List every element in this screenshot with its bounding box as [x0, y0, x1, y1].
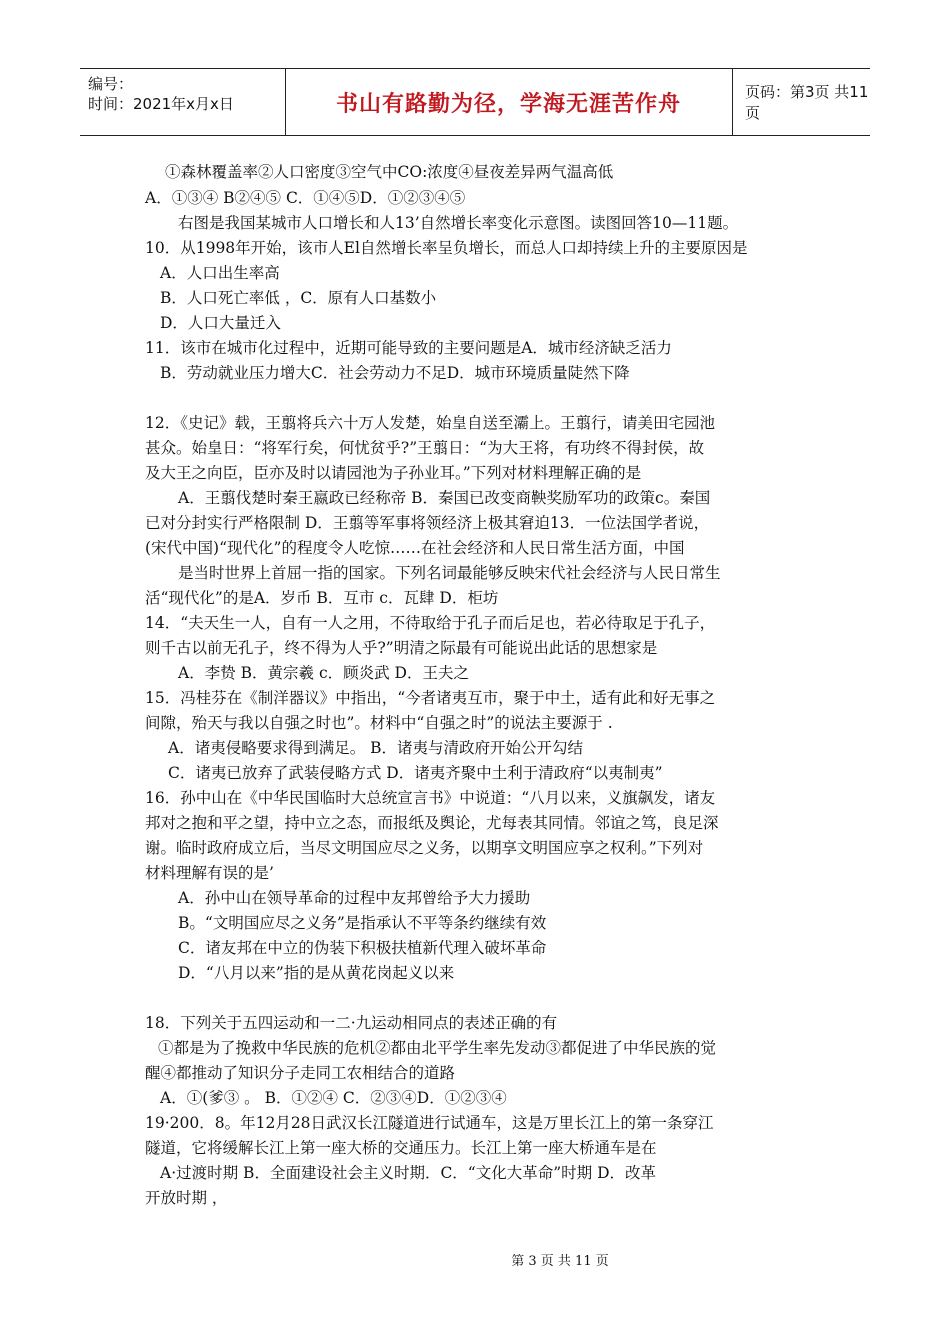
text-line: 活“现代化”的是A．岁币 B．互市 c．瓦肆 D．柜坊: [145, 589, 499, 607]
text-line: A．孙中山在领导革命的过程中友邦曾给予大力援助: [178, 889, 531, 907]
text-line: D．人口大量迁入: [160, 314, 281, 332]
header-info-cell: [80, 69, 286, 135]
text-line: 材料理解有误的是’: [145, 864, 274, 882]
text-line: 19·200．8。年12月28日武汉长江隧道进行试通车，这是万里长江上的第一条穿江: [145, 1114, 714, 1132]
motto-text: 书山有路勤为径，学海无涯苦作舟: [285, 69, 733, 135]
text-line: 醒④都推动了知识分子走同工农相结合的道路: [145, 1064, 456, 1082]
text-line: ①森林覆盖率②人口密度③空气中CO:浓度④昼夜差异两气温高低: [165, 163, 614, 181]
text-line: 18．下列关于五四运动和一二·九运动相同点的表述正确的有: [145, 1014, 558, 1032]
page-footer: 第 3 页 共 11 页: [511, 1254, 609, 1269]
text-line: B．人口死亡率低 ，C．原有人口基数小: [160, 289, 437, 307]
text-line: 16．孙中山在《中华民国临时大总统宣言书》中说道：“八月以来，义旗飙发，诸友: [145, 789, 716, 807]
text-line: 15．冯桂芬在《制洋器议》中指出，“今者诸夷互市，聚于中土，适有此和好无事之: [145, 689, 716, 707]
text-line: 10．从1998年开始，该市人El自然增长率呈负增长，而总人口却持续上升的主要原因是: [145, 239, 748, 257]
text-line: 12．《史记》载，王翦将兵六十万人发楚，始皇自送至灞上。王翦行，请美田宅园池: [145, 414, 715, 432]
text-line: 已对分封实行严格限制 D．王翦等军事将领经济上极其窘迫13．一位法国学者说，: [145, 514, 710, 532]
text-line: 11．该市在城市化过程中，近期可能导致的主要问题是A．城市经济缺乏活力: [145, 339, 672, 357]
text-line: 则千古以前无孔子，终不得为人乎?”明清之际最有可能说出此话的思想家是: [145, 639, 658, 657]
text-line: 及大王之向臣，臣亦及时以请园池为子孙业耳。”下列对材料理解正确的是: [145, 464, 642, 482]
text-line: 间隙，殆天与我以自强之时也”。材料中“自强之时”的说法主要源于 .: [145, 714, 613, 732]
text-line: C．诸夷已放弃了武装侵略方式 D．诸夷齐聚中土利于清政府“以夷制夷”: [168, 764, 663, 782]
text-line: D．“八月以来”指的是从黄花岗起义以来: [178, 964, 455, 982]
text-line: 邦对之抱和平之望，持中立之态，而报纸及舆论，尤每表其同情。邻谊之笃，良足深: [145, 814, 719, 832]
page-info: 页码：第3页 共11页: [745, 83, 869, 122]
text-line: 开放时期 ，: [145, 1189, 228, 1207]
text-line: 隧道，它将缓解长江上第一座大桥的交通压力。长江上第一座大桥通车是在: [145, 1139, 657, 1157]
text-line: B。“文明国应尽之义务”是指承认不平等条约继续有效: [178, 914, 547, 932]
text-line: C．诸友邦在中立的伪装下积极扶植新代理入破坏革命: [178, 939, 547, 957]
time-label: 时间：2021年x月x日: [88, 95, 234, 113]
text-line: A．李贽 B．黄宗羲 c．顾炎武 D．王夫之: [178, 664, 469, 682]
text-line: 14．“夫天生一人，自有一人之用，不待取给于孔子而后足也，若必待取足于孔子，: [145, 614, 716, 632]
text-line: A·过渡时期 B．全面建设社会主义时期．C．“文化大革命”时期 D．改革: [160, 1164, 657, 1182]
text-line: ①都是为了挽救中华民族的危机②都由北平学生率先发动③都促进了中华民族的觉: [158, 1039, 717, 1057]
text-line: 是当时世界上首屈一指的国家。下列名词最能够反映宋代社会经济与人民日常生: [178, 564, 721, 582]
text-line: 甚众。始皇日：“将军行矣，何忧贫乎?”王翦日：“为大王将，有功终不得封侯，故: [145, 439, 705, 457]
text-line: A．诸夷侵略要求得到满足。 B．诸夷与清政府开始公开勾结: [168, 739, 584, 757]
text-line: A．王翦伐楚时秦王嬴政已经称帝 B．秦国已改变商鞅奖励军功的政策c。秦国: [178, 489, 711, 507]
text-line: A．①(爹③ 。 B．①②④ C．②③④D．①②③④: [160, 1089, 507, 1107]
text-line: (宋代中国)“现代化”的程度令人吃惊……在社会经济和人民日常生活方面，中国: [145, 539, 685, 557]
text-line: A．①③④ B②④⑤ C．①④⑤D．①②③④⑤: [145, 189, 466, 207]
number-label: 编号：: [88, 75, 134, 93]
text-line: A．人口出生率高: [160, 264, 280, 282]
page-header: [80, 68, 870, 136]
text-line: B．劳动就业压力增大C．社会劳动力不足D．城市环境质量陡然下降: [160, 364, 630, 382]
text-line: 右图是我国某城市人口增长和人13’自然增长率变化示意图。读图回答10—11题。: [178, 214, 739, 232]
text-line: 谢。临时政府成立后，当尽文明国应尽之义务，以期享文明国应享之权利。”下列对: [145, 839, 704, 857]
